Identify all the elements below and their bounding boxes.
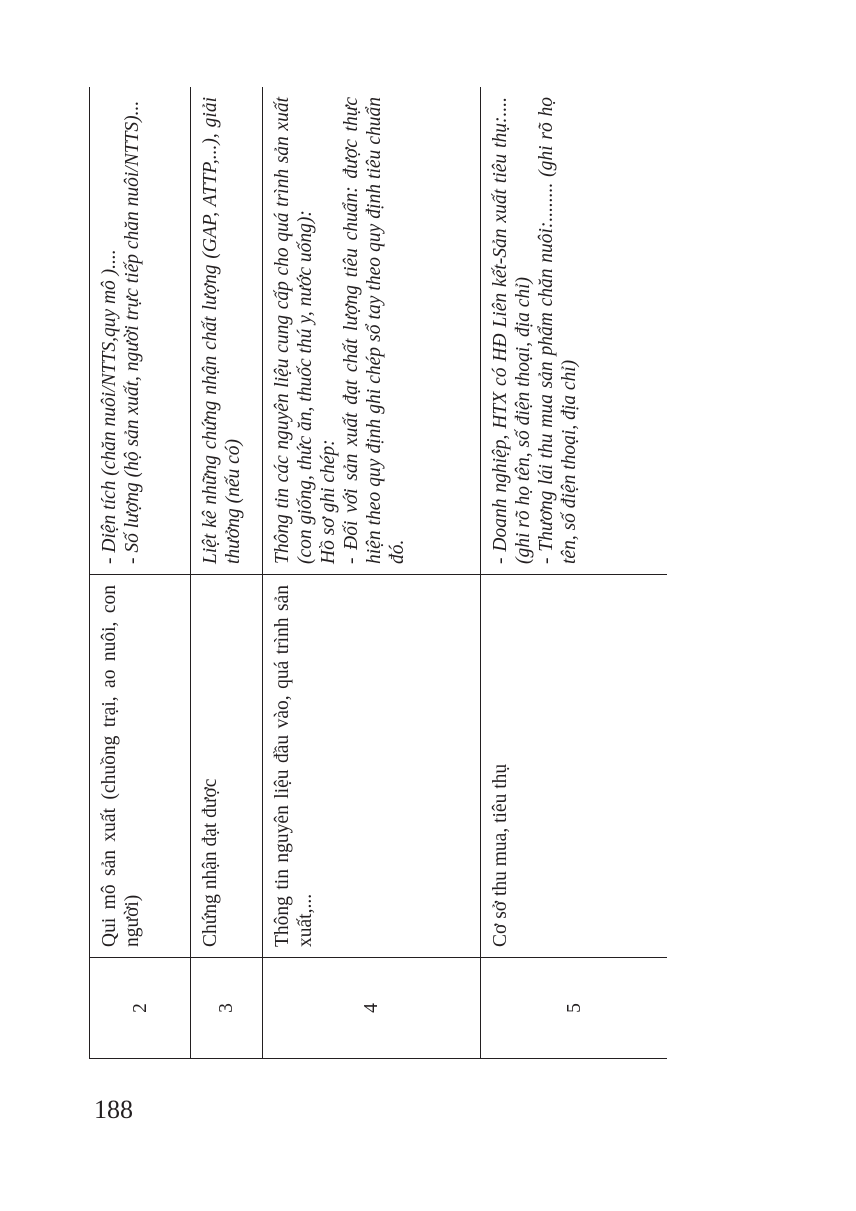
row-number: 4 [263,958,481,1059]
criterion-cell: Thông tin nguyên liệu đầu vào, quá trình sản xuất,... [263,575,481,958]
content-line: - Đối với sản xuất đạt chất lượng tiêu chuẩn: được thực hiện theo quy định ghi chép sổ tay theo quy định tiêu chuẩn đó. [341,97,408,564]
criterion-cell: Qui mô sản xuất (chuồng trại, ao nuôi, con người) [90,575,191,958]
row-number: 3 [191,958,263,1059]
content-line: - Thương lái thu mua sản phẩm chăn nuôi:........ (ghi rõ họ tên, số điện thoại, địa chỉ) [536,97,580,564]
row-number: 5 [481,958,668,1059]
content-line: - Doanh nghiệp, HTX có HĐ Liên kết-Sản xuất tiêu thụ:.... (ghi rõ họ tên, số điện thoại, địa chỉ) [490,97,534,564]
content-cell [481,87,668,575]
row-number: 2 [90,958,191,1059]
content-line: Hồ sơ ghi chép: [318,439,339,564]
content-line: - Diện tích (chăn nuôi/NTTS,quy mô ).... [99,249,120,564]
table-row [191,87,263,1059]
table-row [481,87,668,1059]
criterion-cell: Cơ sở thu mua, tiêu thụ [481,575,668,958]
rotated-table-container [89,87,667,1059]
content-line: Liệt kê những chứng nhận chất lượng (GAP, ATTP,...), giải thưởng (nếu có) [200,97,244,564]
criterion-cell: Chứng nhận đạt được [191,575,263,958]
requirements-table [89,87,667,1059]
content-cell [191,87,263,575]
page-number: 188 [94,1095,133,1124]
table-row [263,87,481,1059]
rotated-table-frame [89,87,667,1059]
content-line: Thông tin các nguyên liệu cung cấp cho quá trình sản xuất (con giống, thức ăn, thuốc thú y, nước uống): [272,97,316,564]
content-cell [263,87,481,575]
table-row [90,87,191,1059]
content-line: - Số lượng (hộ sản xuất, người trực tiếp chăn nuôi/NTTS)... [122,100,143,564]
content-cell [90,87,191,575]
